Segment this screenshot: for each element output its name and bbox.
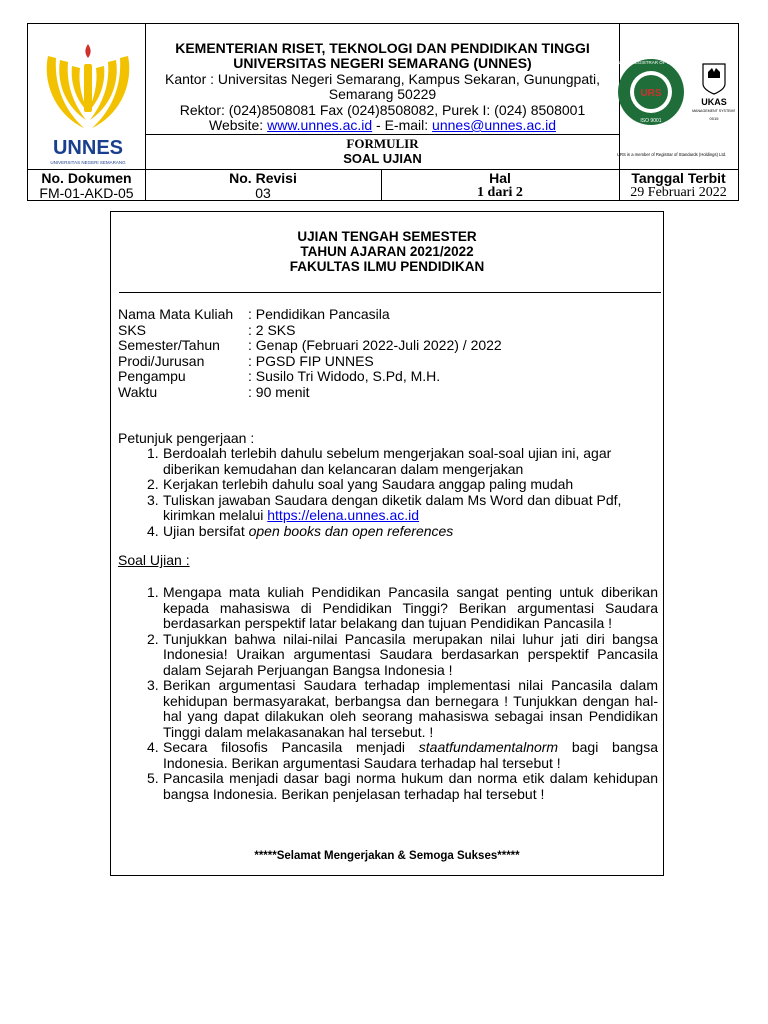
issue-date: 29 Februari 2022 <box>630 185 727 200</box>
doc-number: FM-01-AKD-05 <box>39 185 134 201</box>
exam-year: TAHUN AJARAN 2021/2022 <box>300 244 474 259</box>
doc-number-label: No. Dokumen <box>41 170 132 186</box>
revision-number: 03 <box>255 185 271 201</box>
divider <box>145 134 619 135</box>
info-row: Prodi/Jurusan : PGSD FIP UNNES <box>118 352 374 369</box>
question-item: 5. Pancasila menjadi dasar bagi norma hukum dan norma etik dalam kehidupan bangsa Indonesia. Berikan penjelasan terhadap hal tersebut ! <box>147 770 658 802</box>
info-row: Semester/Tahun : Genap (Februari 2022-Juli 2022) / 2022 <box>118 337 502 353</box>
form-title: SOAL UJIAN <box>343 151 422 166</box>
info-row: Pengampu : Susilo Tri Widodo, S.Pd, M.H. <box>118 368 441 384</box>
list-item: 1. Berdoalah terlebih dahulu sebelum mengerjakan soal-soal ujian ini, agar diberikan kemudahan dan kelancaran dalam mengerjakan <box>147 445 612 477</box>
list-item: 3. Tuliskan jawaban Saudara dengan diketik dalam Ms Word dan dibuat Pdf, kirimkan melalui https://elena.unnes.ac.id <box>147 491 622 523</box>
exam-sheet <box>110 211 664 876</box>
list-item: 4. Ujian bersifat open books dan open references <box>147 522 454 539</box>
course-info <box>118 307 502 400</box>
divider <box>119 292 661 293</box>
website-link[interactable]: www.unnes.ac.id <box>267 117 373 133</box>
info-row: SKS : 2 SKS <box>118 321 296 338</box>
svg-text:0015: 0015 <box>709 116 719 121</box>
unnes-logo <box>40 36 136 176</box>
contact-phones: Rektor: (024)8508081 Fax (024)8508082, Purek I: (024) 8508001 <box>179 102 586 118</box>
info-row: Waktu : 90 menit <box>118 383 310 400</box>
svg-text:ISO 9001: ISO 9001 <box>640 118 662 124</box>
svg-text:UNIVERSITAS NEGERI SEMARANG: UNIVERSITAS NEGERI SEMARANG <box>50 160 126 165</box>
issue-date-label: Tanggal Terbit <box>631 170 726 186</box>
questions-list <box>118 585 658 802</box>
divider <box>145 24 146 170</box>
university-name: UNIVERSITAS NEGERI SEMARANG (UNNES) <box>233 55 532 71</box>
instructions-list <box>118 446 658 539</box>
instructions-heading: Petunjuk pengerjaan : <box>118 430 255 446</box>
question-item: 4. Secara filosofis Pancasila menjadi staatfundamentalnorm bagi bangsa Indonesia. Berikan argumentasi Saudara terhadap hal tersebut ! <box>147 739 658 771</box>
document-header <box>27 23 739 201</box>
question-item: 2. Tunjukkan bahwa nilai-nilai Pancasila merupakan nilai luhur jati diri bangsa Indonesia! Uraikan argumentasi Saudara berdasarkan perspektif Pancasila dalam Sejarah Perjuangan Bangsa Indonesia ! <box>147 630 658 678</box>
questions-heading: Soal Ujian : <box>118 552 190 568</box>
email-link[interactable]: unnes@unnes.ac.id <box>432 117 557 133</box>
question-item: 1. Mengapa mata kuliah Pendidikan Pancasila sangat penting untuk diberikan kepada mahasiswa di Pendidikan Tinggi? Berikan argumentasi Saudara berdasarkan perspektif latar belakang dan tujuan Pendidikan Pancasila ! <box>147 584 658 631</box>
exam-title: UJIAN TENGAH SEMESTER <box>297 229 477 244</box>
page-label: Hal <box>489 170 511 186</box>
office-city: Semarang 50229 <box>328 86 437 102</box>
closing-message: *****Selamat Mengerjakan & Semoga Sukses***** <box>254 850 520 862</box>
ministry-name: KEMENTERIAN RISET, TEKNOLOGI DAN PENDIDIKAN TINGGI <box>175 40 590 56</box>
page-number: 1 dari 2 <box>477 185 523 200</box>
list-item: 2. Kerjakan terlebih dahulu soal yang Saudara anggap paling mudah <box>147 476 574 492</box>
form-label: FORMULIR <box>346 136 419 151</box>
contact-web: Website: www.unnes.ac.id - E-mail: unnes@unnes.ac.id <box>208 117 557 133</box>
elena-link[interactable]: https://elena.unnes.ac.id <box>267 507 420 523</box>
office-address: Kantor : Universitas Negeri Semarang, Kampus Sekaran, Gunungpati, <box>164 71 600 87</box>
svg-text:UNITED REGISTRAR OF SYSTEMS: UNITED REGISTRAR OF SYSTEMS <box>615 60 689 65</box>
svg-text:UKAS: UKAS <box>701 97 727 107</box>
svg-text:MANAGEMENT SYSTEMS: MANAGEMENT SYSTEMS <box>692 109 735 113</box>
info-row: Nama Mata Kuliah : Pendidikan Pancasila <box>118 306 390 322</box>
revision-label: No. Revisi <box>229 170 297 186</box>
svg-text:UNNES: UNNES <box>52 137 124 159</box>
exam-faculty: FAKULTAS ILMU PENDIDIKAN <box>289 259 485 274</box>
certification-logos <box>615 52 735 164</box>
question-item: 3. Berikan argumentasi Saudara terhadap implementasi nilai Pancasila dalam kehidupan bermasyarakat, berbangsa dan bernegara ! Tunjukkan dengan hal-hal yang dapat dilakukan oleh seorang mahasiswa sebagai insan Pendidikan Tinggi dalam melakasanakan hal tersebut. ! <box>147 677 658 740</box>
svg-text:URS is a member of Registrar o: URS is a member of Registrar of Standards (Holdings) Ltd. <box>617 152 727 157</box>
svg-text:URS: URS <box>640 88 662 99</box>
